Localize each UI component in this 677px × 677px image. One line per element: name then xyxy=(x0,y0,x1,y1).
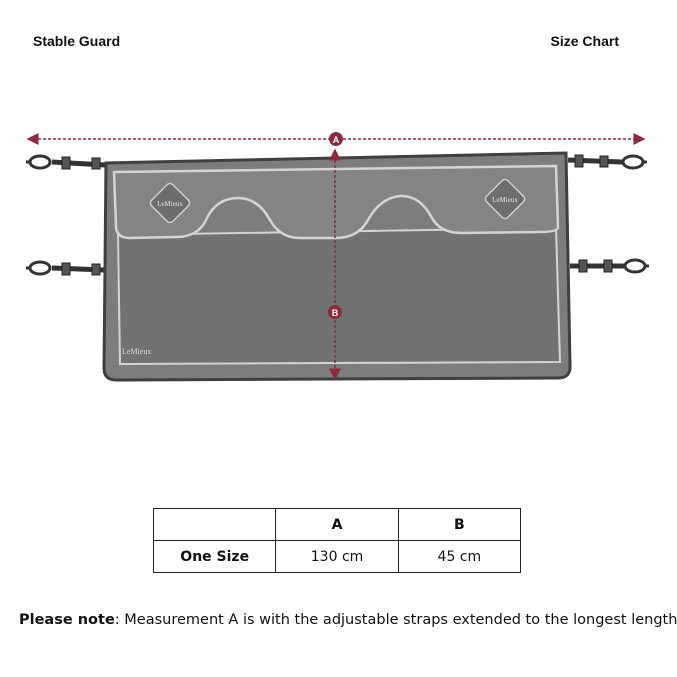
size-chart-title: Size Chart xyxy=(550,33,619,49)
snap-hook-icon xyxy=(623,156,647,168)
svg-text:LeMieux: LeMieux xyxy=(492,196,518,204)
svg-text:A: A xyxy=(332,135,340,145)
table-row-label: One Size xyxy=(154,541,276,573)
snap-hook-icon xyxy=(26,156,50,168)
table-header-cell: A xyxy=(276,509,398,541)
marker-b xyxy=(328,305,342,319)
note xyxy=(19,612,677,628)
note-label: Please note xyxy=(19,612,115,628)
table-header-cell: B xyxy=(398,509,520,541)
snap-hook-icon xyxy=(26,262,50,274)
stable-guard-diagram xyxy=(0,120,677,390)
left-top-strap xyxy=(26,156,105,169)
svg-text:LeMieux: LeMieux xyxy=(157,200,183,208)
page-title: Stable Guard xyxy=(33,33,121,49)
size-table xyxy=(153,508,521,573)
snap-hook-icon xyxy=(625,260,649,272)
right-top-strap xyxy=(568,155,647,168)
note-text: : Measurement A is with the adjustable straps extended to the longest length xyxy=(114,612,677,628)
table-header-cell xyxy=(154,509,276,541)
right-bottom-strap xyxy=(570,260,649,272)
table-row xyxy=(154,541,521,573)
left-bottom-strap xyxy=(26,262,105,275)
table-header-row xyxy=(154,509,521,541)
marker-a xyxy=(329,132,343,146)
table-cell: 130 cm xyxy=(276,541,398,573)
svg-text:B: B xyxy=(331,308,339,318)
brand-label: LeMieux xyxy=(122,347,152,356)
table-cell: 45 cm xyxy=(398,541,520,573)
